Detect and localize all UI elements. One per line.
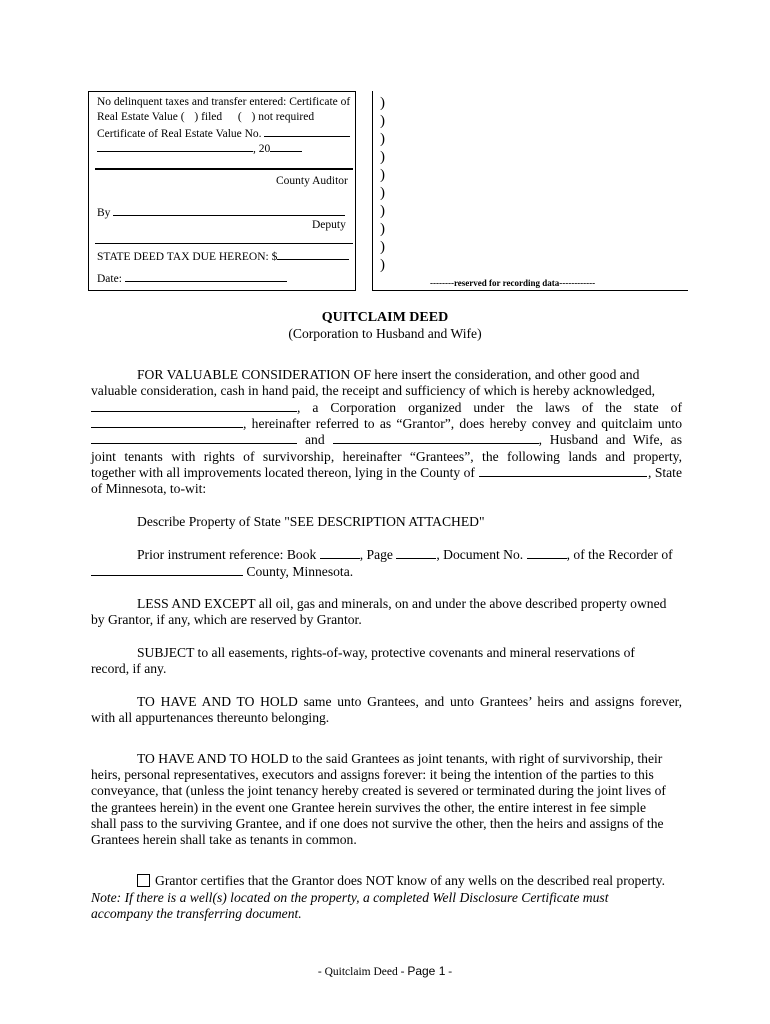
deputy-by-line: By: [97, 204, 345, 221]
deed-tax-field[interactable]: [277, 248, 349, 260]
less-and-except-line-2: by Grantor, if any, which are reserved by Grantor.: [91, 612, 362, 627]
joint-tenancy-line-1: TO HAVE AND TO HOLD to the said Grantees as joint tenants, with right of survivorship, their: [137, 751, 663, 766]
joint-tenancy-line-3: conveyance, that (unless the joint tenancy hereby created is severed or terminated during the joint lives of: [91, 783, 666, 798]
deputy-label: Deputy: [312, 219, 346, 231]
auditor-date-line: , 20: [97, 140, 302, 157]
reserved-for-recording-label: --------reserved for recording data------------: [430, 278, 596, 288]
auditor-year-field[interactable]: [270, 140, 302, 152]
box-divider: [95, 243, 353, 244]
book-field[interactable]: [320, 547, 360, 559]
no-delinquent-taxes-line: No delinquent taxes and transfer entered: Certificate of: [97, 96, 351, 108]
page-number: Page 1: [407, 964, 446, 978]
well-certification-checkbox[interactable]: [137, 874, 150, 887]
recorder-county-field[interactable]: [91, 564, 243, 576]
recording-area-bottom-rule: [372, 290, 688, 291]
box-date-field[interactable]: [125, 270, 287, 282]
consideration-line-8: of Minnesota, to-wit:: [91, 481, 207, 496]
state-of-incorporation-field[interactable]: [91, 416, 243, 428]
crv-status-line: Real Estate Value ( ) filed ( ) not required: [97, 111, 315, 123]
subject-to-line-1: SUBJECT to all easements, rights-of-way, protective covenants and mineral reservations of: [137, 645, 635, 660]
less-and-except-line-1: LESS AND EXCEPT all oil, gas and minerals, on and under the above described property owned: [137, 596, 667, 611]
auditor-date-field[interactable]: [97, 140, 253, 152]
document-title: QUITCLAIM DEED: [321, 310, 449, 325]
consideration-line-7: together with all improvements located thereon, lying in the County of , State: [91, 465, 682, 480]
page-field[interactable]: [396, 547, 436, 559]
consideration-line-5: and , Husband and Wife, as: [91, 432, 682, 448]
property-description: Describe Property of State "SEE DESCRIPTION ATTACHED": [137, 514, 485, 529]
recorder-county-line: County, Minnesota.: [91, 564, 353, 580]
state-deed-tax-line: STATE DEED TAX DUE HEREON: $: [97, 248, 349, 265]
habendum-line-2: with all appurtenances thereunto belonging.: [91, 710, 330, 725]
auditor-signature-rule: [95, 168, 353, 170]
crv-number-field[interactable]: [264, 125, 350, 137]
habendum-line-1: TO HAVE AND TO HOLD same unto Grantees, and unto Grantees’ heirs and assigns forever,: [137, 694, 682, 709]
joint-tenancy-line-6: Grantees herein shall take as tenants in common.: [91, 832, 357, 847]
consideration-line-4: , hereinafter referred to as “Grantor”, does hereby convey and quitclaim unto: [91, 416, 682, 432]
county-name-field[interactable]: [479, 465, 647, 477]
subject-to-line-2: record, if any.: [91, 661, 167, 676]
joint-tenancy-line-5: shall pass to the surviving Grantee, and if one does not survive the other, then the heirs and assigns of the: [91, 816, 664, 831]
recording-paren-column: ) ) ) ) ) ) ) ) ) ): [380, 95, 385, 273]
wife-name-field[interactable]: [333, 432, 539, 444]
consideration-line-3: , a Corporation organized under the laws of the state of: [91, 400, 682, 416]
consideration-line-6: joint tenants with rights of survivorship, hereinafter “Grantees”, the following lands and property,: [91, 449, 682, 464]
prior-instrument-line: Prior instrument reference: Book , Page , Document No. , of the Recorder of: [137, 547, 673, 562]
county-auditor-label: County Auditor: [276, 175, 348, 187]
husband-name-field[interactable]: [91, 432, 297, 444]
document-number-field[interactable]: [527, 547, 567, 559]
document-subtitle: (Corporation to Husband and Wife): [288, 326, 482, 341]
well-note-line-1: Note: If there is a well(s) located on the property, a completed Well Disclosure Certificate must: [91, 890, 609, 905]
consideration-line-2: valuable consideration, cash in hand paid, the receipt and sufficiency of which is hereby acknowledged,: [91, 383, 656, 398]
joint-tenancy-line-4: the grantees herein) in the event one Grantee herein survives the other, the entire interest in fee simple: [91, 800, 647, 815]
crv-number-line: Certificate of Real Estate Value No.: [97, 125, 350, 142]
box-date-line: Date:: [97, 270, 287, 287]
well-certification-line: Grantor certifies that the Grantor does NOT know of any wells on the described real property.: [137, 873, 665, 889]
consideration-line-1: FOR VALUABLE CONSIDERATION OF here insert the consideration, and other good and: [137, 367, 640, 382]
well-note-line-2: accompany the transferring document.: [91, 906, 302, 921]
page-footer: - Quitclaim Deed - Page 1 -: [317, 964, 453, 978]
joint-tenancy-line-2: heirs, personal representatives, executors and assigns forever: it being the intention of the parties to this: [91, 767, 654, 782]
deputy-signature-field[interactable]: [113, 204, 345, 216]
recording-area-left-rule: [372, 91, 373, 291]
corporation-name-field[interactable]: [91, 400, 297, 412]
